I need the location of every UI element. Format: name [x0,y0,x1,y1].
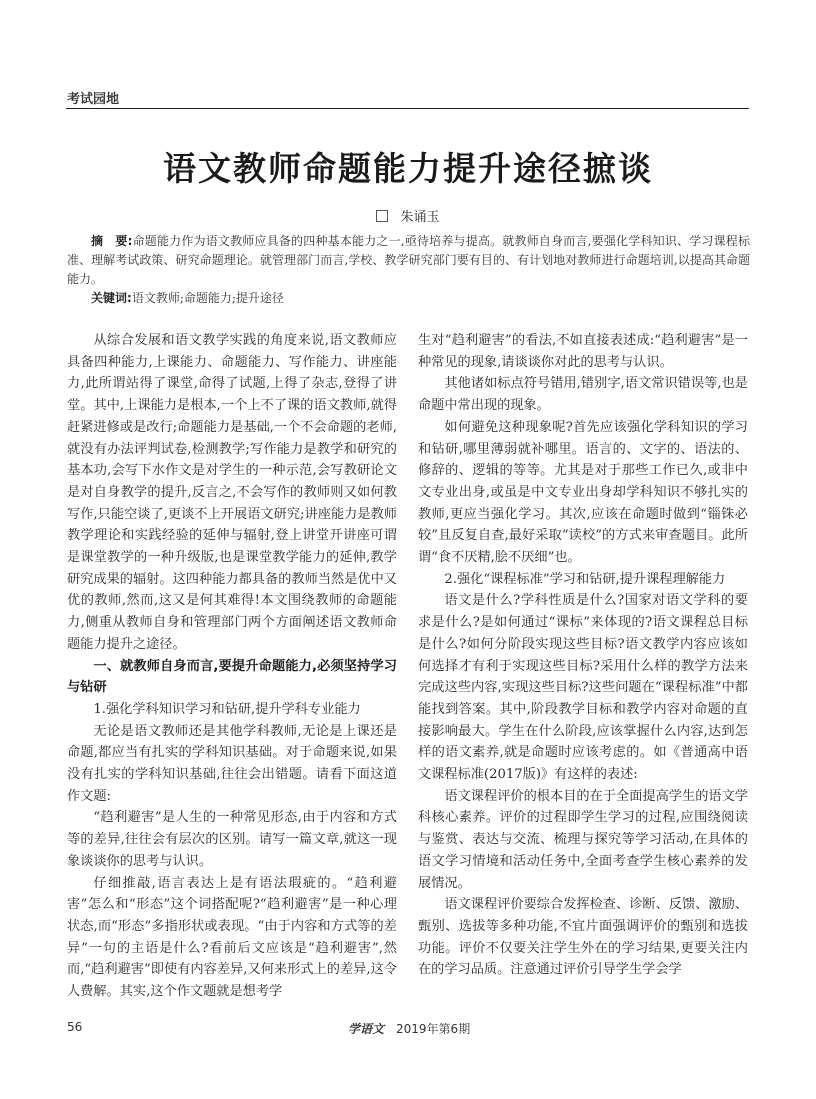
abstract-label: 摘 要: [91,234,133,248]
section-heading: 一、就教师自身而言,要提升命题能力,必须坚持学习与钻研 [67,658,397,696]
abstract [67,232,750,289]
abstract-block [67,232,750,308]
page-number: 56 [67,1020,83,1034]
paragraph: 其他诸如标点符号错用,错别字,语文常识错误等,也是命题中常出现的现象。 [418,376,748,414]
paragraph: 语文课程评价要综合发挥检查、诊断、反馈、激励、甄别、选拔等多种功能,不宜片面强调评价的甄别和选拔功能。评价不仅要关注学生外在的学习结果,更要关注内在的学习品质。注意通过评价引导学生学会学 [418,897,748,978]
issue: 2019年第6期 [396,1022,471,1036]
keywords-label: 关键词: [91,291,132,305]
right-column [418,330,748,981]
paragraph: 从综合发展和语文教学实践的角度来说,语文教师应具备四种能力,上课能力、命题能力、写作能力、讲座能力,此所谓站得了课堂,命得了试题,上得了杂志,登得了讲堂。其中,上课能力是根本,一个上不了课的语文教师,就得赶紧进修或是改行;命题能力是基础,一个不会命题的老师,就没有办法评判试卷,检测教学;写作能力是教学和研究的基本功,会写下水作文是对学生的一种示范,会写教研论文是对自身教学的提升,反言之,不会写作的教师则又如何教写作,只能空谈了,更谈不上开展语文研究;讲座能力是教师教学理论和实践经验的延伸与辐射,登上讲堂开讲座可谓是课堂教学的一种升级版,也是课堂教学能力的延伸,教学研究成果的辐射。这四种能力都具备的教师当然是优中又优的教师,然而,这又是何其难得!本文围绕教师的命题能力,侧重从教师自身和管理部门两个方面阐述语文教师命题能力提升之途径。 [67,333,397,652]
paragraph: 1.强化学科知识学习和钻研,提升学科专业能力 [93,701,361,717]
paragraph-continued: 生对“趋利避害”的看法,不如直接表述成:“趋利避害”是一种常见的现象,请谈谈你对此的思考与认识。 [418,333,748,370]
keywords-text: 语文教师;命题能力;提升途径 [131,291,284,305]
left-column [67,330,397,1003]
author-box-icon [376,210,388,222]
journal-name: 学语文 [348,1022,385,1036]
journal-info [348,1020,470,1037]
paragraph: 如何避免这种现象呢?首先应该强化学科知识的学习和钻研,哪里薄弱就补哪里。语言的、文字的、语法的、修辞的、逻辑的等等。尤其是对于那些工作已久,或非中文专业出身,或虽是中文专业出身却学科知识不够扎实的教师,更应当强化学习。其次,应该在命题时做到“锱铢必较”且反复自查,最好采取“读校”的方式来审查题目。此所谓“食不厌精,脍不厌细”也。 [418,419,748,566]
author-name: 朱诵玉 [400,210,440,225]
abstract-text: 命题能力作为语文教师应具备的四种基本能力之一,亟待培养与提高。就教师自身而言,要强化学科知识、学习课程标准、理解考试政策、研究命题理论。就管理部门而言,学校、教学研究部门要有目的、有计划地对教师进行命题培训,以提高其命题能力。 [67,234,750,286]
article-title: 语文教师命题能力提升途径摭谈 [163,149,653,188]
author-line [0,206,816,225]
paragraph: 仔细推敲,语言表达上是有语法瑕疵的。“趋利避害”怎么和“形态”这个词搭配呢?“趋利避害”是一种心理状态,而“形态”多指形状或表现。“由于内容和方式等的差异”一句的主语是什么?看前后文应该是“趋利避害”,然而,“趋利避害”即使有内容差异,又何来形式上的差异,这令人费解。其实,这个作文题就是想考学 [67,875,397,1000]
section-label: 考试园地 [67,92,120,107]
paragraph: 无论是语文教师还是其他学科教师,无论是上课还是命题,都应当有扎实的学科知识基础。对于命题来说,如果没有扎实的学科知识基础,往往会出错题。请看下面这道作文题: [67,723,397,804]
paragraph: 语文是什么?学科性质是什么?国家对语文学科的要求是什么?是如何通过“课标”来体现的?语文课程总目标是什么?如何分阶段实现这些目标?语文教学内容应该如何选择才有利于实现这些目标?采用什么样的教学方法来完成这些内容,实现这些目标?这些问题在“课程标准”中都能找到答案。其中,阶段教学目标和教学内容对命题的直接影响最大。学生在什么阶段,应该掌握什么内容,达到怎样的语文素养,就是命题时应该考虑的。如《普通高中语文课程标准(2017版)》有这样的表述: [418,593,748,783]
paragraph: “趋利避害”是人生的一种常见形态,由于内容和方式等的差异,往往会有层次的区别。请写一篇文章,就这一现象谈谈你的思考与认识。 [67,810,397,869]
keywords [67,289,750,308]
paragraph: 语文课程评价的根本目的在于全面提高学生的语文学科核心素养。评价的过程即学生学习的过程,应围绕阅读与鉴赏、表达与交流、梳理与探究等学习活动,在具体的语文学习情境和活动任务中,全面考查学生核心素养的发展情况。 [418,788,748,891]
header-rule [66,108,749,109]
paragraph: 2.强化“课程标准”学习和钻研,提升课程理解能力 [444,571,726,587]
